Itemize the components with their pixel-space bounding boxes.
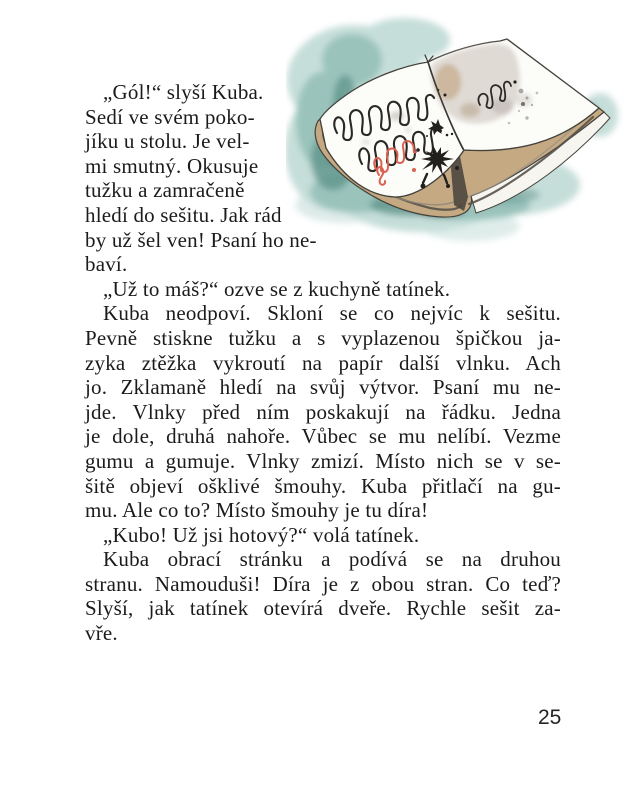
page-number: 25 xyxy=(538,706,562,729)
text-line: vře. xyxy=(85,621,118,646)
text-line: baví. xyxy=(85,252,128,277)
text-line: Kuba neodpoví. Skloní se co nejvíc k sešitu. xyxy=(103,301,561,326)
text-line: mu. Ale co to? Místo šmouhy je tu díra! xyxy=(85,498,429,523)
text-line: „Gól!“ slyší Kuba. xyxy=(103,80,264,104)
text-line: gumu a gumuje. Vlnky zmizí. Místo nich se v se- xyxy=(85,448,561,473)
text-line: Sedí ve svém poko- xyxy=(85,104,255,129)
text-line: Slyší, jak tatínek otevírá dveře. Rychle sešit za- xyxy=(85,596,561,621)
text-line: by už šel ven! Psaní ho ne- xyxy=(85,227,317,252)
text-line: „Už to máš?“ ozve se z kuchyně tatínek. xyxy=(103,276,451,301)
text-line: mi smutný. Okusuje xyxy=(85,153,259,178)
text-line: Pevně stiskne tužku a s vyplazenou špičkou ja- xyxy=(85,325,561,350)
text-line: jo. Zklamaně hledí na svůj výtvor. Psaní mu ne- xyxy=(85,375,561,400)
text-line: jíku u stolu. Je vel- xyxy=(85,129,250,154)
text-line: „Kubo! Už jsi hotový?“ volá tatínek. xyxy=(103,522,420,547)
text-line: je dole, druhá nahoře. Vůbec se mu nelíbí. Vezme xyxy=(85,424,561,449)
text-line: tužku a zamračeně xyxy=(85,178,245,203)
text-line: stranu. Namouduši! Díra je z obou stran. Co teď? xyxy=(85,571,561,596)
text-line: hledí do sešitu. Jak rád xyxy=(85,202,282,227)
text-line: šitě objeví ošklivé šmouhy. Kuba přitlačí na gu- xyxy=(85,473,561,498)
text-line: Kuba obrací stránku a podívá se na druhou xyxy=(103,547,561,572)
story-text xyxy=(85,80,561,646)
text-line: jde. Vlnky před ním poskakují na řádku. Jedna xyxy=(85,399,561,424)
text-line: zyka ztěžka vykroutí na papír další vlnku. Ach xyxy=(85,350,561,375)
